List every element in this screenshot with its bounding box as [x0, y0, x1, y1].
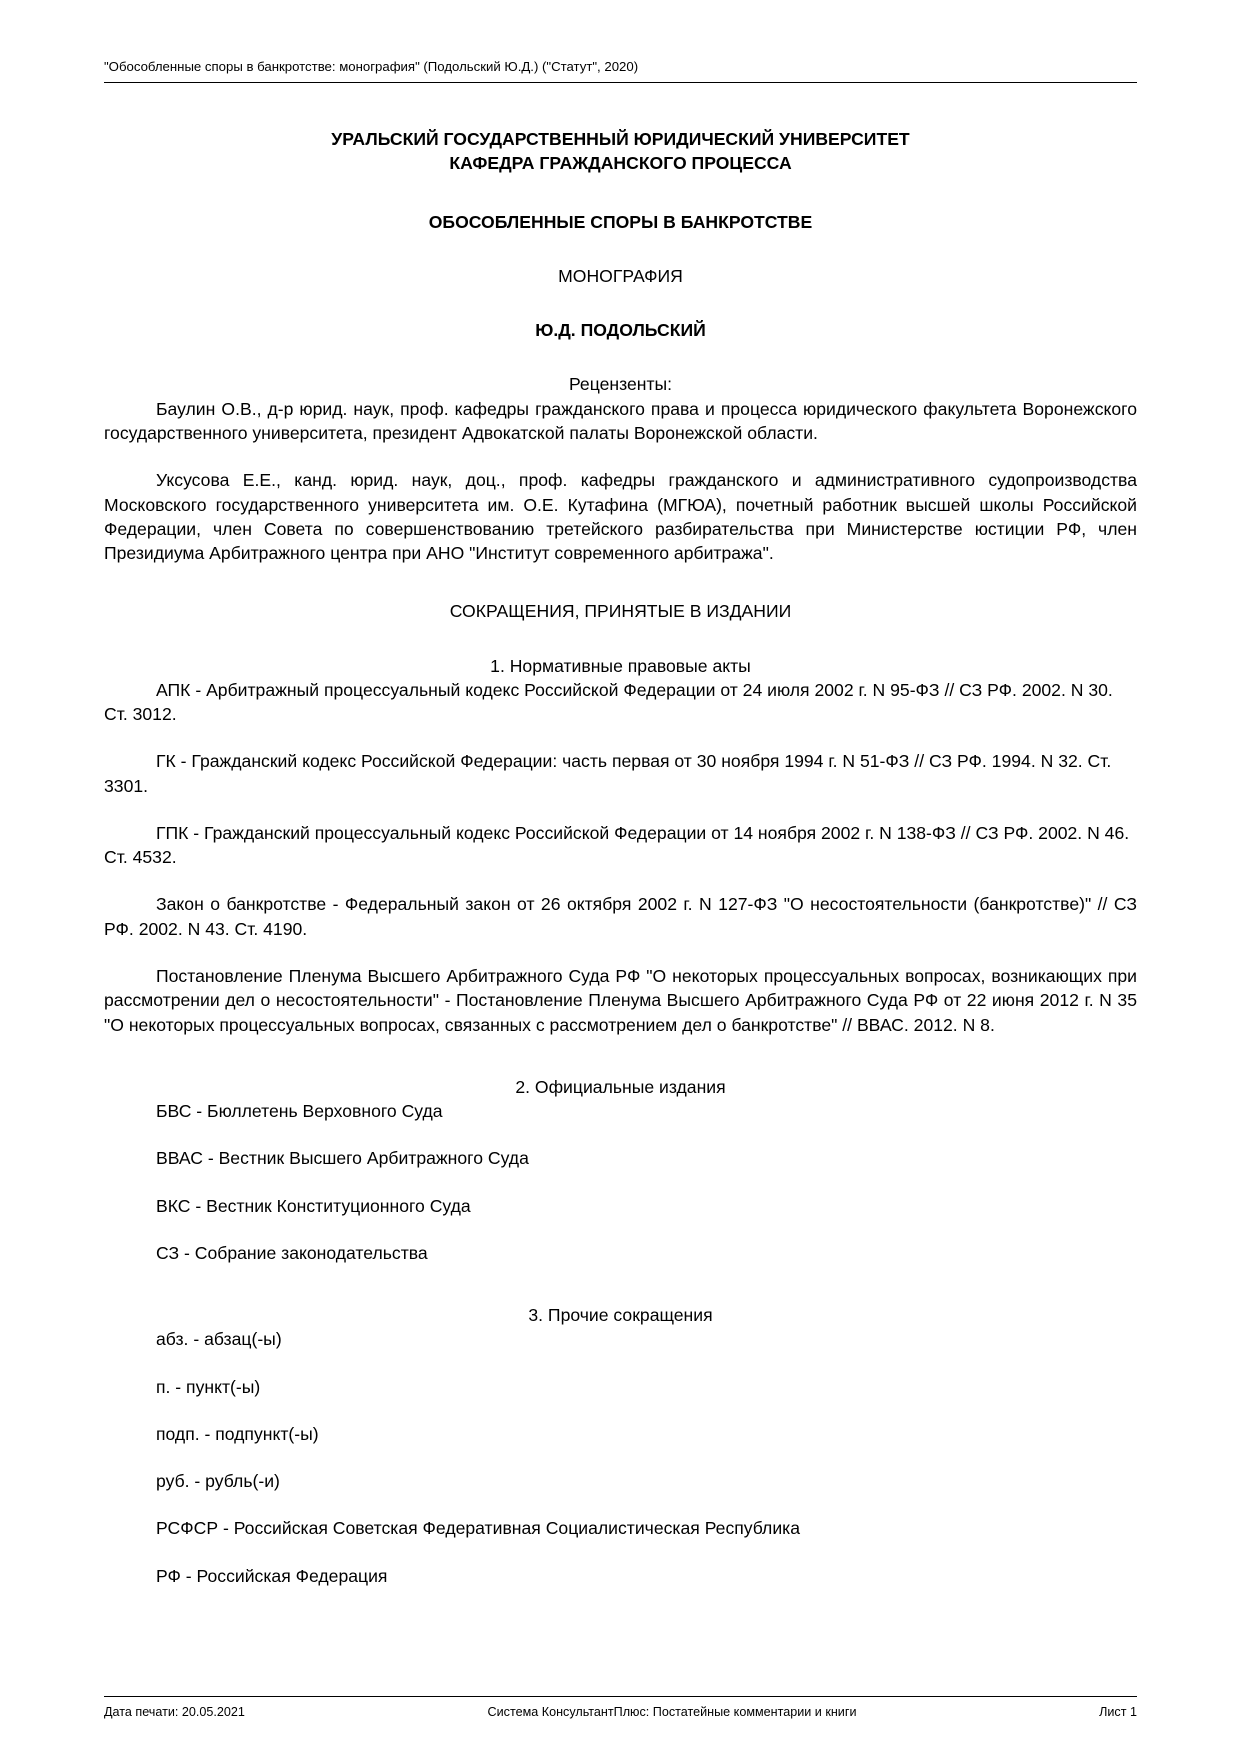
section-heading-other-abbreviations: 3. Прочие сокращения: [528, 1305, 713, 1326]
abbreviation-item: СЗ - Собрание законодательства: [156, 1242, 428, 1263]
work-title: ОБОСОБЛЕННЫЕ СПОРЫ В БАНКРОТСТВЕ: [428, 211, 813, 232]
abbreviation-item: п. - пункт(-ы): [156, 1376, 261, 1397]
abbreviation-entry: ГПК - Гражданский процессуальный кодекс Российской Федерации от 14 ноября 2002 г. N 138-ФЗ // СЗ РФ. 2002. N 46. Ст. 4532.: [104, 822, 1130, 868]
abbreviation-item: руб. - рубль(-и): [156, 1471, 280, 1492]
section-heading-official-publications: 2. Официальные издания: [515, 1076, 726, 1097]
organization-line-1: УРАЛЬСКИЙ ГОСУДАРСТВЕННЫЙ ЮРИДИЧЕСКИЙ УНИВЕРСИТЕТ: [331, 129, 910, 150]
abbreviation-item: подп. - подпункт(-ы): [156, 1423, 319, 1444]
abbreviation-item: ВКС - Вестник Конституционного Суда: [156, 1195, 471, 1216]
abbreviation-item: ВВАС - Вестник Высшего Арбитражного Суда: [156, 1148, 529, 1169]
reviewer-paragraph: Баулин О.В., д-р юрид. наук, проф. кафедры гражданского права и процесса юридического факультета Воронежского государственного университета, президент Адвокатской палаты Воронежской области.: [104, 398, 1137, 444]
document-header: [104, 58, 1137, 82]
abbreviation-item: абз. - абзац(-ы): [156, 1329, 282, 1350]
author-name: Ю.Д. ПОДОЛЬСКИЙ: [535, 320, 706, 341]
footer-print-date: Дата печати: 20.05.2021: [104, 1705, 245, 1719]
document-body: [104, 83, 1137, 1588]
abbreviation-entry: Закон о банкротстве - Федеральный закон от 26 октября 2002 г. N 127-ФЗ "О несостоятельности (банкротстве)" // СЗ РФ. 2002. N 43. Ст. 4190.: [104, 894, 1137, 939]
page-content: [104, 58, 1137, 1715]
reviewer-paragraph: Уксусова Е.Е., канд. юрид. наук, доц., проф. кафедры гражданского и административного судопроизводства Московского государственного университета им. О.Е. Кутафина (МГЮА), почетный работник высшей школы Российской Федерации, член Совета по совершенствованию третейского разбирательства при Министерстве юстиции РФ, член Президиума Арбитражного центра при АНО "Институт современного арбитража".: [104, 470, 1137, 564]
abbreviations-heading: СОКРАЩЕНИЯ, ПРИНЯТЫЕ В ИЗДАНИИ: [449, 601, 792, 622]
footer-page-number: Лист 1: [1099, 1705, 1137, 1719]
reviewers-heading: Рецензенты:: [568, 374, 673, 395]
abbreviation-entry: ГК - Гражданский кодекс Российской Федерации: часть первая от 30 ноября 1994 г. N 51-ФЗ // СЗ РФ. 1994. N 32. Ст. 3301.: [104, 751, 1112, 796]
abbreviation-entry: АПК - Арбитражный процессуальный кодекс Российской Федерации от 24 июля 2002 г. N 95-ФЗ // СЗ РФ. 2002. N 30. Ст. 3012.: [104, 679, 1113, 725]
section-heading-normative-acts: 1. Нормативные правовые акты: [490, 655, 751, 676]
abbreviation-item: БВС - Бюллетень Верховного Суда: [156, 1101, 443, 1122]
organization-title: [104, 127, 1137, 176]
abbreviation-entry: Постановление Пленума Высшего Арбитражного Суда РФ "О некоторых процессуальных вопросах, возникающих при рассмотрении дел о несостоятельности" - Постановление Пленума Высшего Арбитражного Суда РФ от 22 июня 2012 г. N 35 "О некоторых процессуальных вопросах, связанных с рассмотрением дел о банкротстве" // ВВАС. 2012. N 8.: [104, 966, 1137, 1035]
organization-line-2: КАФЕДРА ГРАЖДАНСКОГО ПРОЦЕССА: [449, 153, 792, 174]
work-kind: МОНОГРАФИЯ: [558, 265, 683, 286]
header-citation: "Обособленные споры в банкротстве: монография" (Подольский Ю.Д.) ("Статут", 2020): [104, 59, 639, 74]
abbreviation-item: РФ - Российская Федерация: [156, 1565, 388, 1586]
footer-system-name: Система КонсультантПлюс: Постатейные комментарии и книги: [487, 1705, 857, 1719]
abbreviation-item: РСФСР - Российская Советская Федеративная Социалистическая Республика: [156, 1518, 801, 1539]
document-footer: [104, 1696, 1137, 1719]
